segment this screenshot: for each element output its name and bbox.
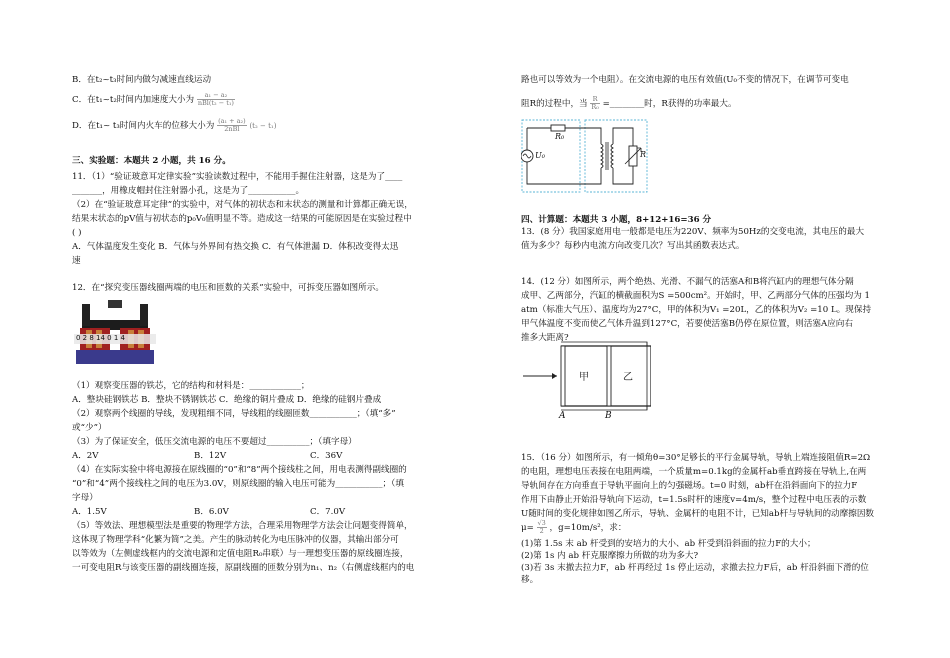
q11-line-4: 结果末状态的pV值与初状态的p₀V₀值明显不等。造成这一结果的可能原因是在实验过程中 <box>72 214 412 224</box>
fraction-denominator: 2 <box>539 527 544 536</box>
q12-part-4-line-1: （4）在实际实验中将电源接在原线圈的“0”和“8”两个接线柱之间，用电表测得副线圈的 <box>72 465 407 475</box>
q12-part-5-line-1: （5）等效法、理想模型法是重要的物理学方法，合理采用物理学方法会让问题变得简单， <box>72 521 413 531</box>
q12-part-4-line-3: 字母） <box>72 493 98 503</box>
q12-continued-line-1: 路也可以等效为一个电阻）。在交流电源的电压有效值(U₀不变的情况下，在调节可变电 <box>521 75 849 85</box>
q12-part-2-line-1: （2）观察两个线圈的导线，发现粗细不同，导线粗的线圈匝数___________；（填“多” <box>72 409 396 419</box>
q15-sub-1: (1)第 1.5s 末 ab 杆受到的安培力的大小、ab 杆受到沿斜面的拉力F的大小； <box>521 539 816 549</box>
q12-part-4-option-a: A．1.5V <box>72 507 107 517</box>
transformer-photo <box>72 300 158 370</box>
q12-title: 12．在“探究变压器线圈两端的电压和匝数的关系”实验中，可拆变压器如图所示。 <box>72 283 384 293</box>
piston-label-b: B <box>605 411 612 421</box>
option-d-text: D．在t₁~ t₃时间内火车的位移大小为 <box>72 121 215 132</box>
fraction-denominator: R₀ <box>591 103 599 112</box>
q11-line-3: （2）在“验证玻意耳定律”的实验中，对气体的初状态和末状态的测量和计算都正确无误， <box>72 200 413 210</box>
q15-line-2: 的电阻，理想电压表接在电阻两端，一个质量m=0.1kg的金属杆ab垂直跨接在导轨上,在两 <box>521 467 867 477</box>
circuit-label-u0: U₀ <box>535 151 545 160</box>
q15-line-5: U随时间的变化规律如图乙所示，导轨、金属杆的电阻不计，已知ab杆与导轨间的动摩擦因数 <box>521 509 875 519</box>
q14-line-4: 甲气体温度不变而使乙气体升温到127°C，若要使活塞B仍停在原位置，则活塞A应向右 <box>521 319 853 329</box>
q12-part-1: （1）观察变压器的铁芯，它的结构和材料是：____________； <box>72 381 310 391</box>
q15-sub-4: 移。 <box>521 575 539 585</box>
q11-line-5: ( ) <box>72 228 82 238</box>
q12-part-3: （3）为了保证安全，低压交流电源的电压不要超过__________；（填字母） <box>72 437 357 447</box>
option-c-fraction <box>197 92 235 107</box>
q12-part-4-option-b: B．6.0V <box>194 507 229 517</box>
piston-label-a: A <box>559 411 566 421</box>
q12-part-2-line-2: 或“少”） <box>72 423 107 433</box>
circuit-label-r0: R₀ <box>555 132 565 141</box>
q15-mu-label: μ= <box>521 523 534 534</box>
fraction-numerator: R <box>590 96 600 104</box>
q11-line-2: _______，用橡皮帽封住注射器小孔，这是为了___________。 <box>72 186 305 196</box>
option-d <box>72 118 276 133</box>
q12-continued-blank: =________时，R获得的功率最大。 <box>602 99 737 110</box>
section-3-title: 三、实验题：本题共 2 小题，共 16 分。 <box>72 156 231 166</box>
transformer-terminal-labels: 0 2 8 14 0 1 4 <box>76 334 125 342</box>
section-4-title: 四、计算题：本题共 3 小题，8+12+16=36 分 <box>521 215 712 225</box>
q15-line-6 <box>521 520 626 535</box>
q12-part-3-option-b: B．12V <box>194 451 227 461</box>
q12-continued-text: 阻R的过程中，当 <box>521 99 588 110</box>
q15-sub-3: (3)若 3s 末撤去拉力F，ab 杆再经过 1s 停止运动，求撤去拉力F后，ab 杆沿斜面下滑的位 <box>521 563 869 573</box>
circuit-label-r: R <box>640 150 647 159</box>
fraction-denominator: 2nBl <box>224 125 240 134</box>
fraction-numerator: (a₁ + a₂) <box>218 117 246 125</box>
option-d-fraction <box>217 118 247 133</box>
q12-part-4-line-2: “0”和“4”两个接线柱之间的电压为3.0V，则原线圈的输入电压可能为___________；（填 <box>72 479 404 489</box>
q12-part-4-option-c: C．7.0V <box>310 507 346 517</box>
fraction-denominator: nBl(t₂ − t₁) <box>197 99 234 108</box>
q11-line-1: 11．（1）“验证玻意耳定律实验”实验读数过程中，不能用手握住注射器，这是为了____ <box>72 172 403 182</box>
cylinder-diagram <box>521 340 651 424</box>
q15-given-g: ，g=10m/s²，求： <box>549 523 627 534</box>
q15-sub-2: (2)第 1s 内 ab 杆克服摩擦力所做的功为多大? <box>521 551 699 561</box>
cylinder-label-yi: 乙 <box>623 372 633 383</box>
q12-part-5-line-4: 一可变电阻R与该变压器的副线圈连接，原副线圈的匝数分别为n₁、n₂（右侧虚线框内的电 <box>72 563 415 573</box>
q14-line-3: atm（标准大气压）、温度均为27°C，甲的体积为V₁ =20L，乙的体积为V₂ =10 L。现保持 <box>521 305 872 315</box>
q14-line-2: 成甲、乙两部分，汽缸的横截面积为S =500cm²。开始时，甲、乙两部分气体的压强均为 1 <box>521 291 871 301</box>
option-b: B．在t₂~t₃时间内做匀减速直线运动 <box>72 75 212 85</box>
q15-line-1: 15．（16 分）如图所示，有一倾角θ=30°足够长的平行金属导轨，导轨上端连接阻值R=2Ω <box>521 453 871 463</box>
q13-line-2: 值为多少？每秒内电流方向改变几次？写出其函数表达式。 <box>521 241 745 251</box>
circuit-diagram <box>521 118 649 194</box>
q14-line-1: 14．(12 分）如图所示，两个绝热、光滑、不漏气的活塞A和B将汽缸内的理想气体分隔 <box>521 277 854 287</box>
fraction-numerator: √3 <box>537 519 546 527</box>
cylinder-label-jia: 甲 <box>579 372 589 383</box>
option-c <box>72 92 235 107</box>
q11-options: A．气体温度发生变化 B．气体与外界间有热交换 C．有气体泄漏 D．体积改变得太迅 <box>72 242 399 252</box>
q11-line-7: 速 <box>72 256 81 266</box>
q12-part-5-line-2: 这体现了物理学科“化繁为简”之美。产生的脉动转化为电压脉冲的仪器，其输出部分可 <box>72 535 399 545</box>
q15-mu-fraction <box>537 520 547 535</box>
q12-part-3-option-c: C．36V <box>310 451 343 461</box>
option-d-interval: (t₂ − t₁) <box>249 122 277 131</box>
q14-line-5: 推多大距离? <box>521 333 569 343</box>
q12-continued-line-2 <box>521 96 737 111</box>
q15-line-3: 导轨间存在方向垂直于导轨平面向上的匀强磁场。t=0 时刻，ab杆在沿斜面向下的拉力F <box>521 481 858 491</box>
fraction-numerator: a₁ − a₂ <box>197 92 235 100</box>
q15-line-4: 作用下由静止开始沿导轨向下运动，t=1.5s时杆的速度v=4m/s，整个过程中电压表的示数 <box>521 495 867 505</box>
q12-part-5-line-3: 以等效为（左侧虚线框内的交流电源和定值电阻R₀串联）与一理想变压器的原线圈连接， <box>72 549 409 559</box>
q13-line-1: 13．(8 分）我国家庭用电一般都是电压为220V、频率为50Hz的交变电流，其电压的最大 <box>521 227 865 237</box>
q12-part-1-options: A．整块硅钢铁芯 B．整块不锈钢铁芯 C．绝缘的铜片叠成 D．绝缘的硅钢片叠成 <box>72 395 382 405</box>
r-over-r0-fraction <box>590 96 600 111</box>
option-c-text: C．在t₁~t₂时间内加速度大小为 <box>72 95 195 106</box>
q12-part-3-option-a: A．2V <box>72 451 99 461</box>
